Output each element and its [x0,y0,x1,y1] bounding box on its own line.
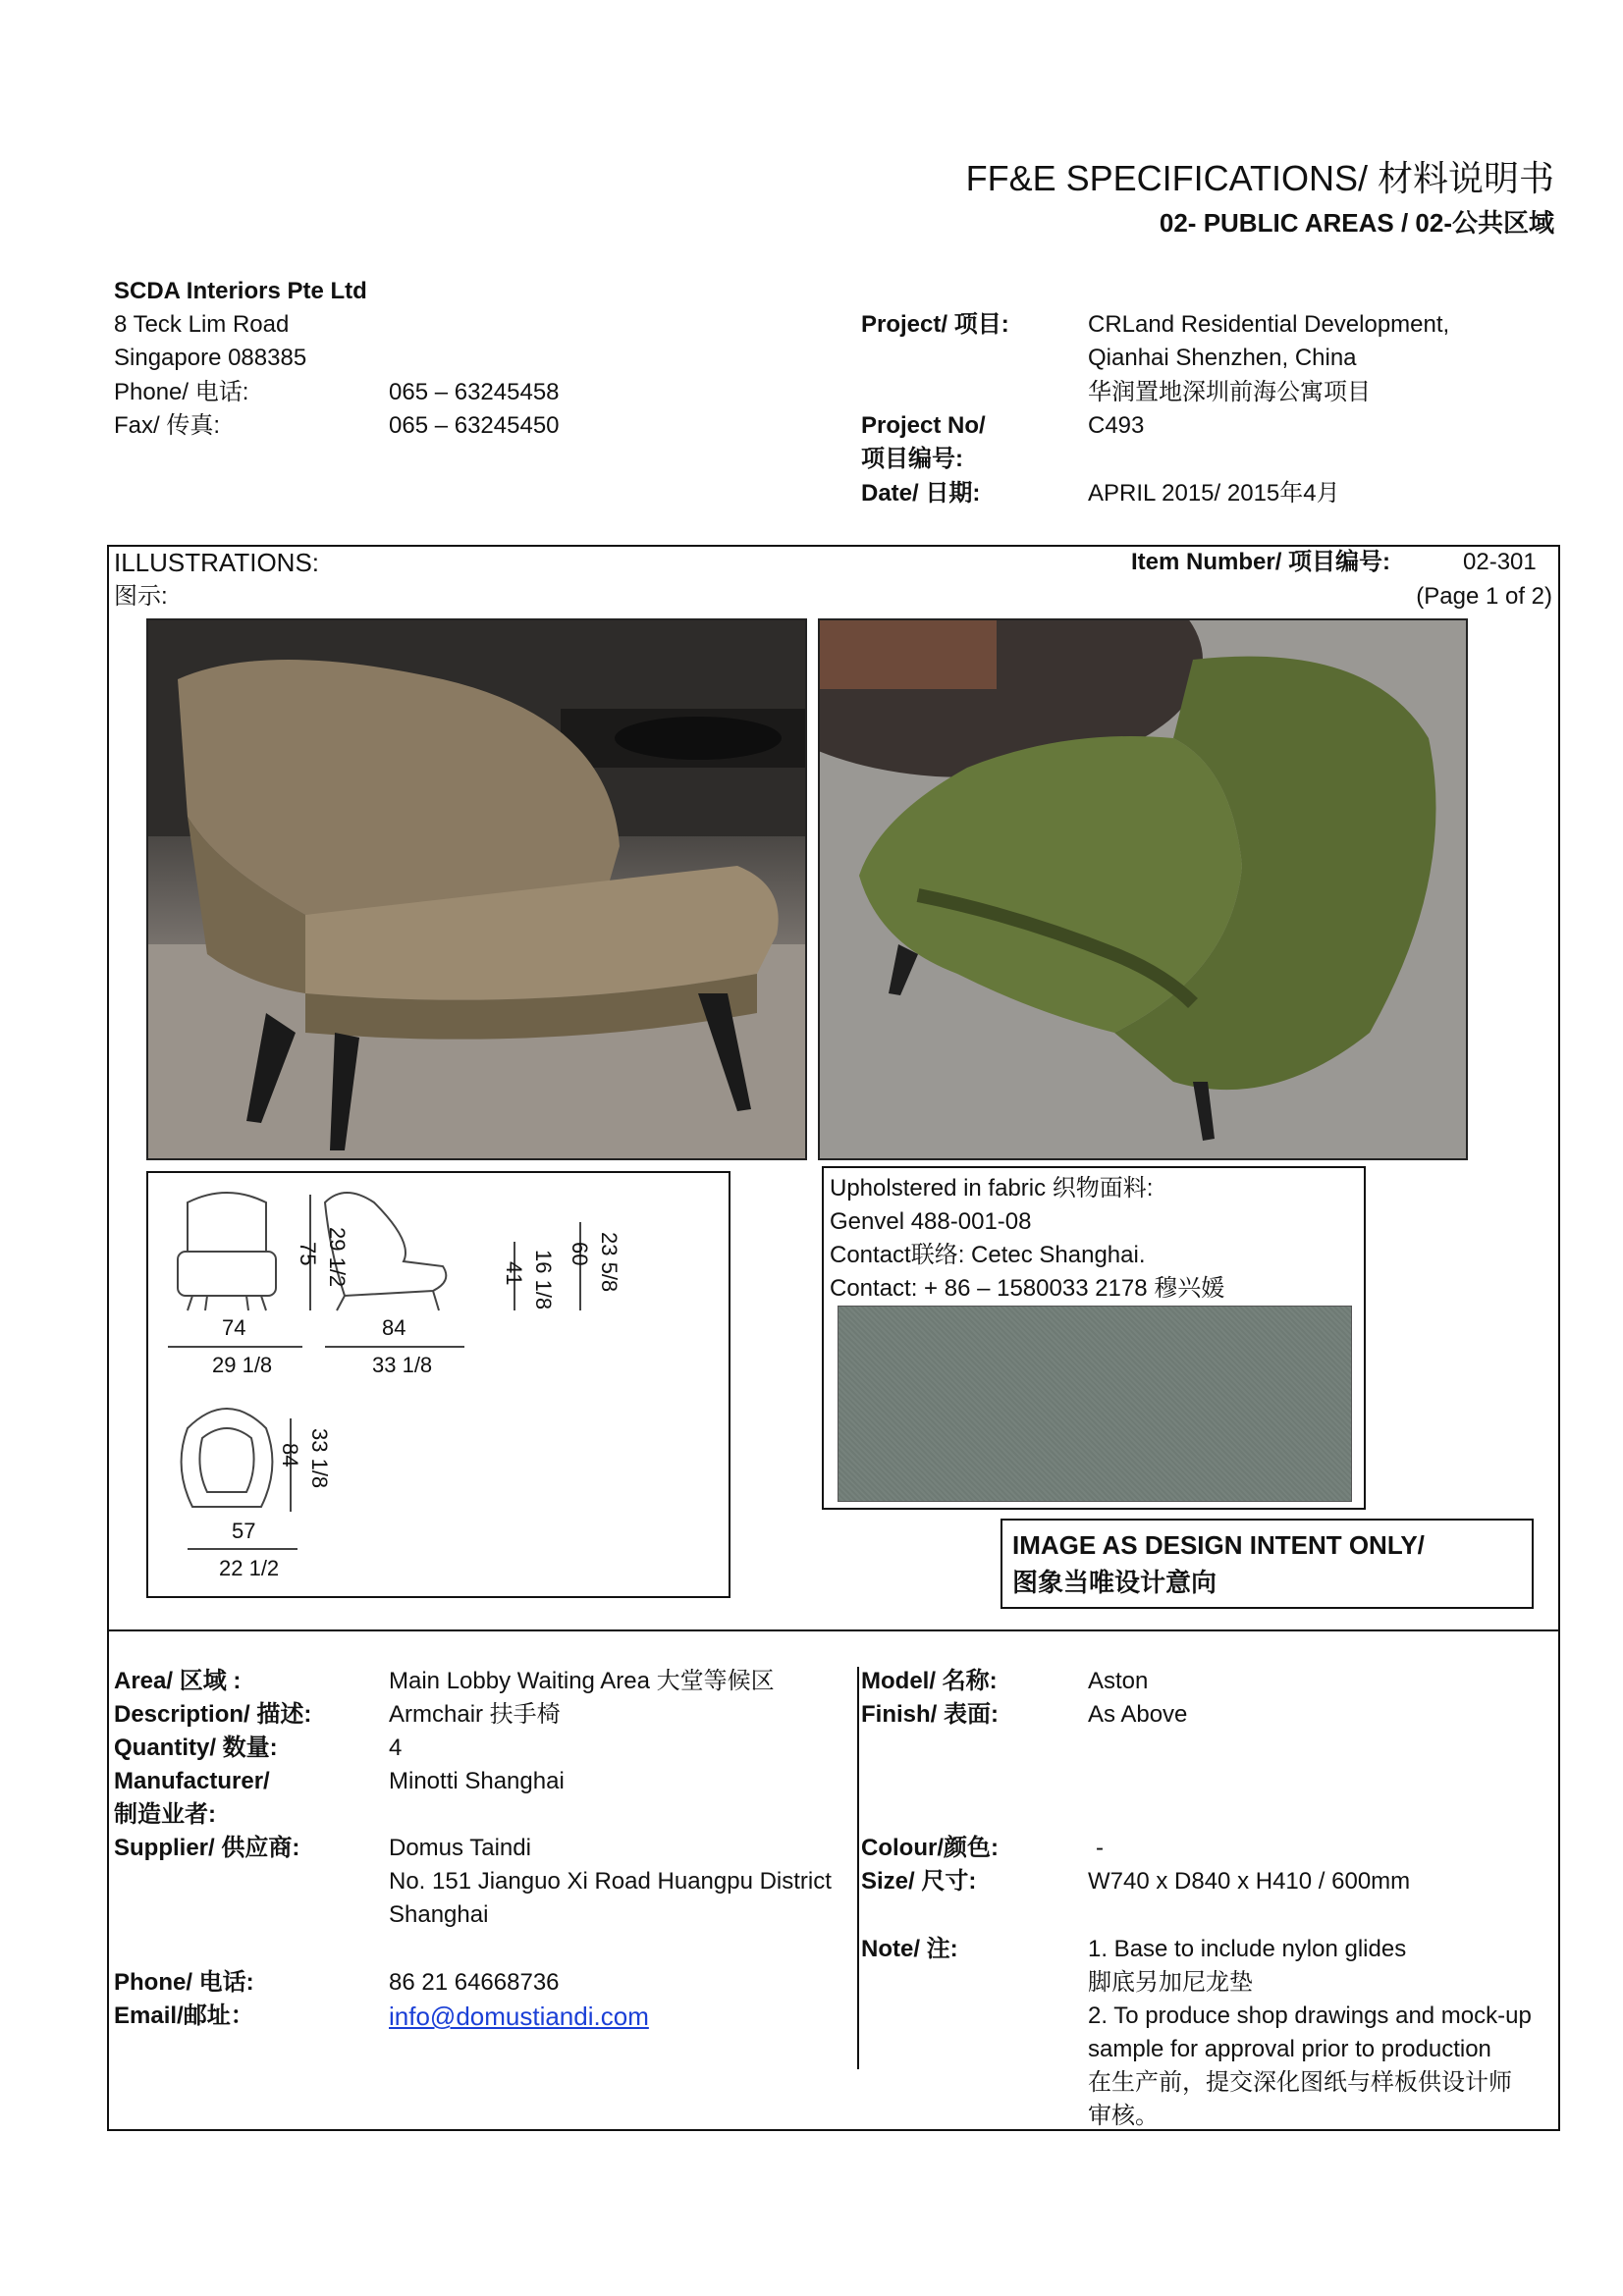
document-subtitle: 02- PUBLIC AREAS / 02-公共区域 [1159,208,1554,238]
project-label: Project/ 项目: [861,311,1009,338]
finish-label: Finish/ 表面: [861,1701,999,1728]
velvet-armchair-image [820,620,1468,1160]
dim-width-inch: 29 1/8 [212,1353,273,1377]
supplier-phone: 86 21 64668736 [389,1969,560,1996]
dim-width: 74 [222,1315,246,1340]
supplier-label: Supplier/ 供应商: [114,1835,300,1861]
company-fax-label: Fax/ 传真: [114,412,221,439]
company-phone: 065 – 63245458 [389,379,560,405]
note-line5: 在生产前，提交深化图纸与样板供设计师 [1088,2069,1512,2096]
dim-height-total: 75 [296,1242,320,1266]
finish-value: As Above [1088,1701,1188,1728]
document-title: FF&E SPECIFICATIONS/ 材料说明书 [965,158,1554,198]
illustrations-title: ILLUSTRATIONS: [114,548,320,577]
manufacturer-value: Minotti Shanghai [389,1768,565,1794]
date-value: APRIL 2015/ 2015年4月 [1088,480,1340,507]
item-number-label: Item Number/ 项目编号: [1131,549,1391,575]
colour-label: Colour/颜色: [861,1835,999,1861]
supplier-line1: Domus Taindi [389,1835,531,1861]
spec-column-divider [857,1667,859,2069]
quantity-value: 4 [389,1735,403,1761]
section-divider [107,1629,1560,1631]
company-fax: 065 – 63245450 [389,412,560,439]
dim-seat-height: 41 [502,1261,526,1286]
project-line2: Qianhai Shenzhen, China [1088,345,1357,371]
dim-inner-width-inch: 22 1/2 [219,1556,280,1580]
company-address1: 8 Teck Lim Road [114,311,290,338]
email-link[interactable]: info@domustiandi.com [389,2002,649,2031]
project-line3: 华润置地深圳前海公寓项目 [1088,379,1371,405]
technical-drawing-box [146,1171,730,1598]
design-intent-line1: IMAGE AS DESIGN INTENT ONLY/ [1012,1530,1425,1560]
area-label: Area/ 区域 : [114,1668,242,1694]
colour-value: - [1096,1835,1104,1861]
note-line3: 2. To produce shop drawings and mock-up [1088,2002,1532,2029]
leather-armchair-photo [146,618,807,1160]
company-address2: Singapore 088385 [114,345,307,371]
fabric-line2: Genvel 488-001-08 [830,1208,1032,1235]
leather-armchair-image [148,620,807,1160]
note-line6: 审核。 [1088,2103,1159,2129]
supplier-phone-label: Phone/ 电话: [114,1969,254,1996]
fabric-line4: Contact: + 86 – 1580033 2178 穆兴媛 [830,1275,1225,1302]
dim-inner-width: 57 [232,1519,256,1543]
date-label: Date/ 日期: [861,480,981,507]
item-number: 02-301 [1463,549,1537,575]
dim-depth-inch: 33 1/8 [372,1353,433,1377]
manufacturer-label2: 制造业者: [114,1801,216,1828]
company-phone-label: Phone/ 电话: [114,379,249,405]
note-line2: 脚底另加尼龙垫 [1088,1969,1253,1996]
note-line4: sample for approval prior to production [1088,2036,1491,2062]
quantity-label: Quantity/ 数量: [114,1735,278,1761]
dim-arm-height: 60 [568,1242,592,1266]
project-no-value: C493 [1088,412,1145,439]
dim-seat-height-inch: 16 1/8 [531,1250,556,1310]
project-no-label2: 项目编号: [861,446,963,472]
size-value: W740 x D840 x H410 / 600mm [1088,1868,1411,1895]
fabric-line3: Contact联络: Cetec Shanghai. [830,1242,1146,1268]
fabric-line1: Upholstered in fabric 织物面料: [830,1175,1154,1201]
note-line1: 1. Base to include nylon glides [1088,1936,1407,1962]
design-intent-line2: 图象当唯设计意向 [1012,1568,1217,1597]
dim-depth: 84 [382,1315,406,1340]
velvet-armchair-photo [818,618,1468,1160]
note-label: Note/ 注: [861,1936,958,1962]
project-no-label1: Project No/ [861,412,986,439]
area-value: Main Lobby Waiting Area 大堂等候区 [389,1668,775,1694]
supplier-line2: No. 151 Jianguo Xi Road Huangpu District [389,1868,832,1895]
dim-top-depth-inch: 33 1/8 [307,1428,332,1489]
model-label: Model/ 名称: [861,1668,998,1694]
dim-top-depth: 84 [278,1443,302,1468]
design-intent-box [1001,1519,1534,1609]
page-indicator: (Page 1 of 2) [1416,583,1552,610]
size-label: Size/ 尺寸: [861,1868,977,1895]
dim-arm-height-inch: 23 5/8 [597,1232,622,1293]
description-label: Description/ 描述: [114,1701,312,1728]
supplier-line3: Shanghai [389,1901,489,1928]
fabric-swatch [838,1306,1352,1502]
project-line1: CRLand Residential Development, [1088,311,1450,338]
manufacturer-label1: Manufacturer/ [114,1768,270,1794]
fabric-box [822,1166,1366,1510]
company-name: SCDA Interiors Pte Ltd [114,278,367,304]
description-value: Armchair 扶手椅 [389,1701,561,1728]
email-label: Email/邮址： [114,2002,254,2029]
dim-height-total-inch: 29 1/2 [325,1227,350,1288]
illustrations-title-cn: 图示: [114,583,168,610]
model-value: Aston [1088,1668,1149,1694]
